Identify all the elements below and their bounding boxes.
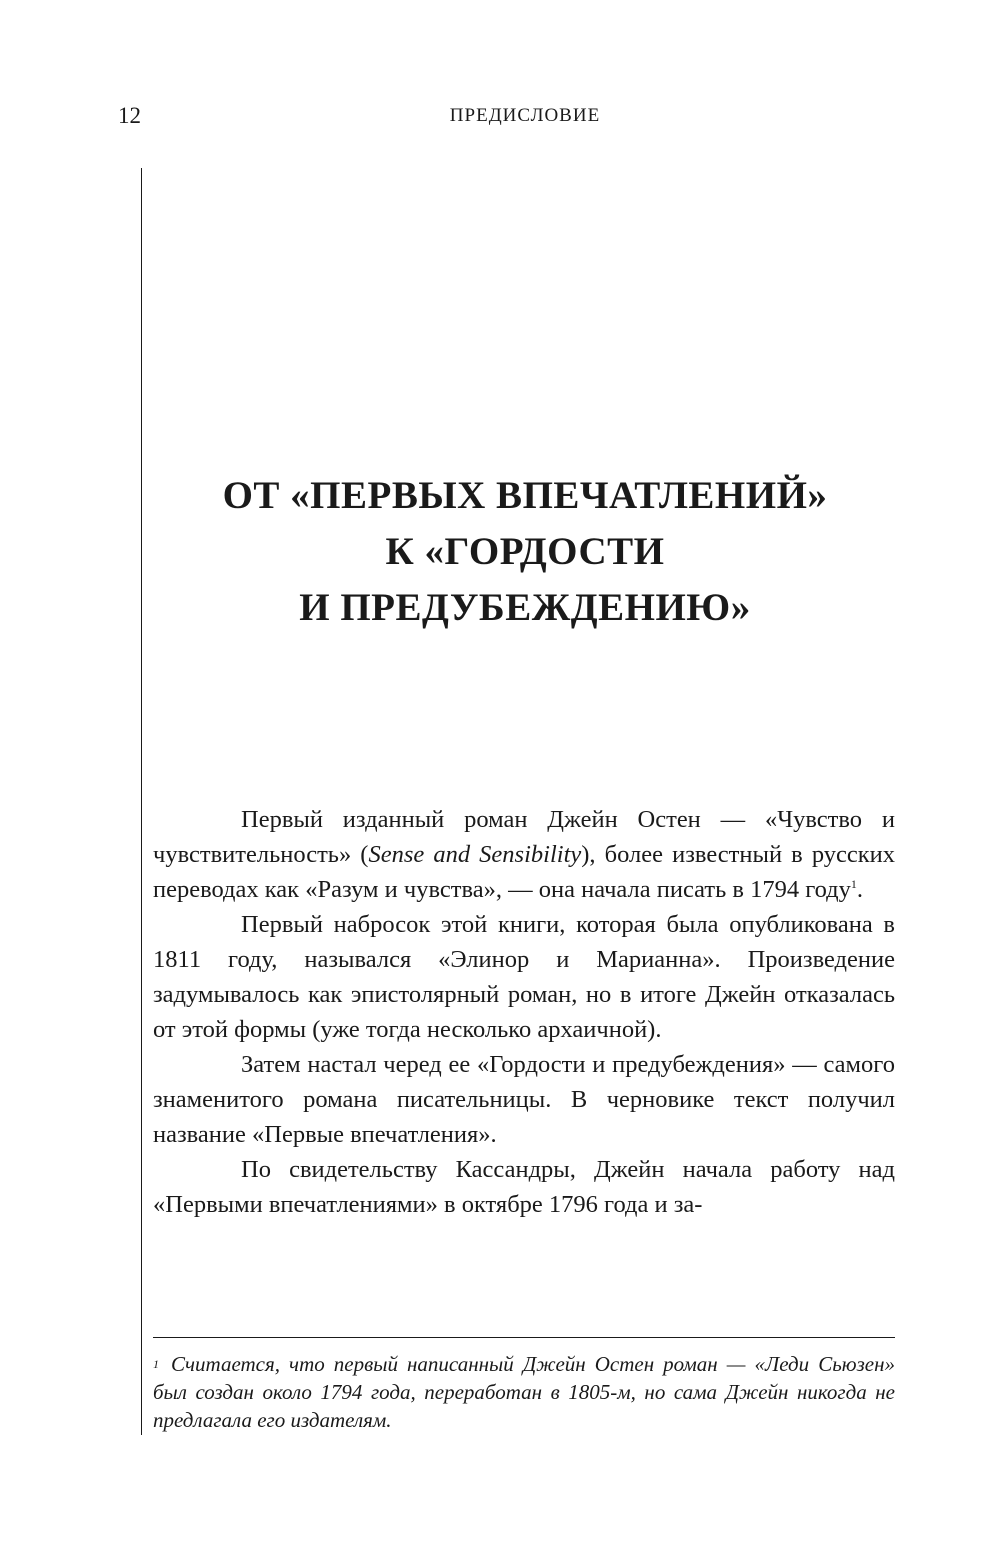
paragraph-2: Первый набросок этой книги, которая была опубликована в 1811 году, назывался «Элинор и Марианна». Произведение задумывалось как эпистолярный роман, но в итоге Джейн отказалась от этой формы (уже тогда несколько архаичной). <box>153 911 895 1043</box>
footnote <box>153 1350 895 1434</box>
paragraph-1 <box>153 802 895 907</box>
footnote-text: Считается, что первый написанный Джейн Остен роман — «Леди Сьюзен» был создан около 1794 года, переработан в 1805-м, но сама Джейн никогда не предлагала его издателям. <box>153 1352 895 1432</box>
footnote-mark: 1 <box>153 1357 159 1371</box>
paragraph-1-text: Первый изданный роман Джейн Остен — «Чувство и чувствительность» ( <box>153 806 895 868</box>
body-text <box>153 802 895 1222</box>
page-number: 12 <box>118 103 141 128</box>
paragraph-1-end: . <box>856 876 864 903</box>
chapter-title-line: ОТ «ПЕРВЫХ ВПЕЧАТЛЕНИЙ» <box>222 474 828 517</box>
margin-rule <box>141 168 142 1435</box>
chapter-title <box>160 468 890 636</box>
paragraph-1-text-cont: ), более известный в русских переводах как «Разум и чувства», — она начала писать в 1794 году <box>153 841 896 903</box>
paragraph-3: Затем настал черед ее «Гордости и предубеждения» — самого знаменитого романа писательницы. В черновике текст получил название «Первые впечатления». <box>153 1051 895 1148</box>
chapter-title-line: И ПРЕДУБЕЖДЕНИЮ» <box>299 586 751 629</box>
running-head: ПРЕДИСЛОВИЕ <box>449 105 601 126</box>
footnote-rule <box>153 1337 895 1338</box>
paragraph-4: По свидетельству Кассандры, Джейн начала работу над «Первыми впечатлениями» в октябре 1796 года и за- <box>153 1156 895 1218</box>
footnote-ref[interactable]: 1 <box>850 876 857 891</box>
chapter-title-line: К «ГОРДОСТИ <box>385 530 665 573</box>
paragraph-1-italic: Sense and Sensibility <box>368 841 582 868</box>
